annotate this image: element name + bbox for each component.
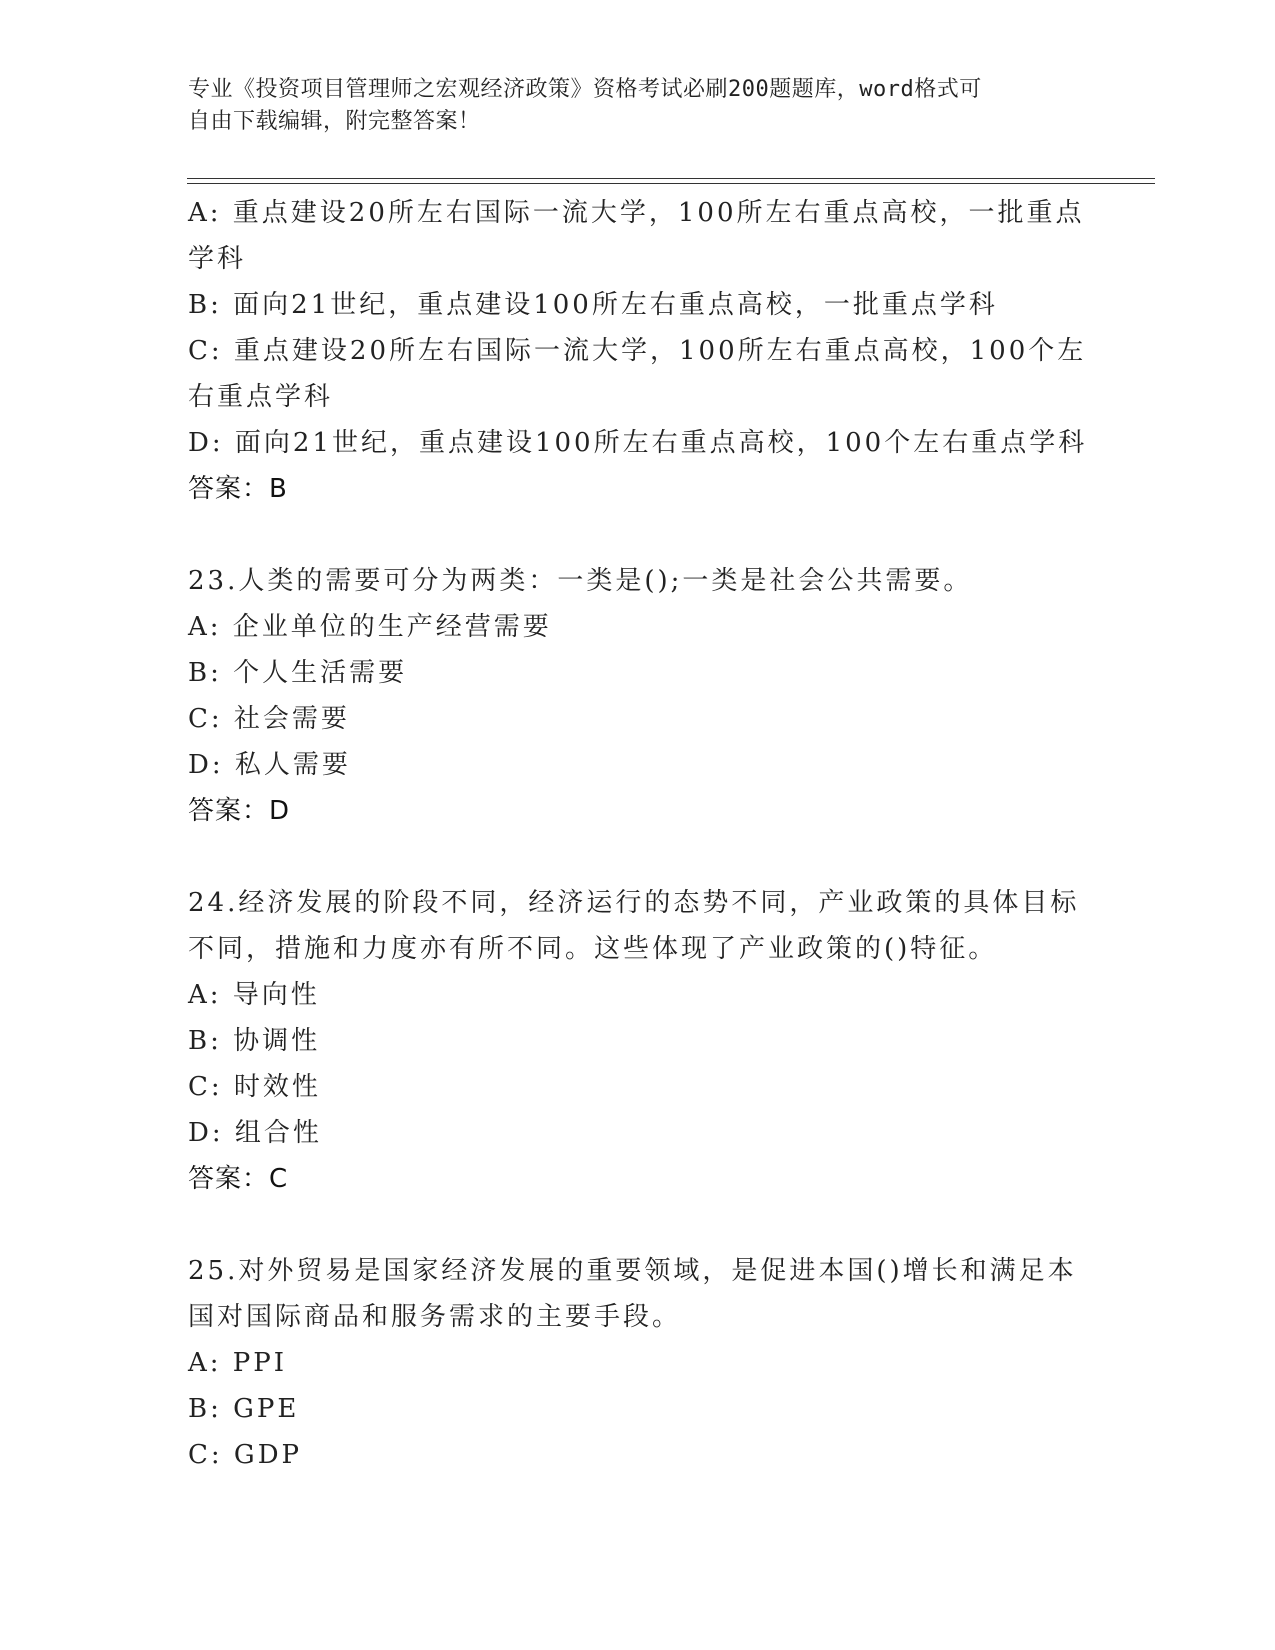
- question-23: [188, 558, 1088, 834]
- q24-question-line-1: 24.经济发展的阶段不同，经济运行的态势不同，产业政策的具体目标: [188, 888, 1080, 918]
- q25-option-c: C: GDP: [188, 1440, 303, 1470]
- q25-question-line-1: 25.对外贸易是国家经济发展的重要领域，是促进本国()增长和满足本: [188, 1256, 1077, 1286]
- spacer: [188, 1202, 1088, 1248]
- q22-option-c-line-2: 右重点学科: [188, 382, 334, 412]
- q22-option-a-line-2: 学科: [188, 244, 247, 274]
- q25-question-line-2: 国对国际商品和服务需求的主要手段。: [188, 1302, 682, 1332]
- question-25: [188, 1248, 1088, 1478]
- spacer: [188, 512, 1088, 558]
- q23-option-c: C: 社会需要: [188, 704, 350, 734]
- question-24: [188, 880, 1088, 1202]
- q22-option-d: D: 面向21世纪，重点建设100所左右重点高校，100个左右重点学科: [188, 428, 1088, 458]
- q25-option-b: B: GPE: [188, 1394, 300, 1424]
- q24-answer: 答案：C: [188, 1164, 289, 1194]
- q24-option-d: D: 组合性: [188, 1118, 322, 1148]
- q23-question-text: 23.人类的需要可分为两类：一类是();一类是社会公共需要。: [188, 566, 973, 596]
- q23-answer: 答案：D: [188, 796, 291, 826]
- q24-question-line-2: 不同，措施和力度亦有所不同。这些体现了产业政策的()特征。: [188, 934, 998, 964]
- header-line-1: 专业《投资项目管理师之宏观经济政策》资格考试必刷200题题库，word格式可: [188, 77, 982, 102]
- header-line-2: 自由下载编辑，附完整答案！: [188, 109, 481, 134]
- header-divider-bottom: [187, 183, 1155, 184]
- spacer: [188, 834, 1088, 880]
- document-header: [188, 74, 1068, 138]
- question-22: [188, 190, 1088, 512]
- q22-answer: 答案：B: [188, 474, 288, 504]
- question-list: [188, 190, 1088, 1478]
- header-divider-top: [187, 178, 1155, 179]
- q24-option-c: C: 时效性: [188, 1072, 321, 1102]
- q23-option-d: D: 私人需要: [188, 750, 351, 780]
- q24-option-b: B: 协调性: [188, 1026, 321, 1056]
- q24-option-a: A: 导向性: [188, 980, 320, 1010]
- q22-option-a-line-1: A: 重点建设20所左右国际一流大学，100所左右重点高校，一批重点: [188, 198, 1085, 228]
- q23-option-a: A: 企业单位的生产经营需要: [188, 612, 552, 642]
- q22-option-c-line-1: C: 重点建设20所左右国际一流大学，100所左右重点高校，100个左: [188, 336, 1087, 366]
- q23-option-b: B: 个人生活需要: [188, 658, 408, 688]
- q22-option-b: B: 面向21世纪，重点建设100所左右重点高校，一批重点学科: [188, 290, 998, 320]
- q25-option-a: A: PPI: [188, 1348, 288, 1378]
